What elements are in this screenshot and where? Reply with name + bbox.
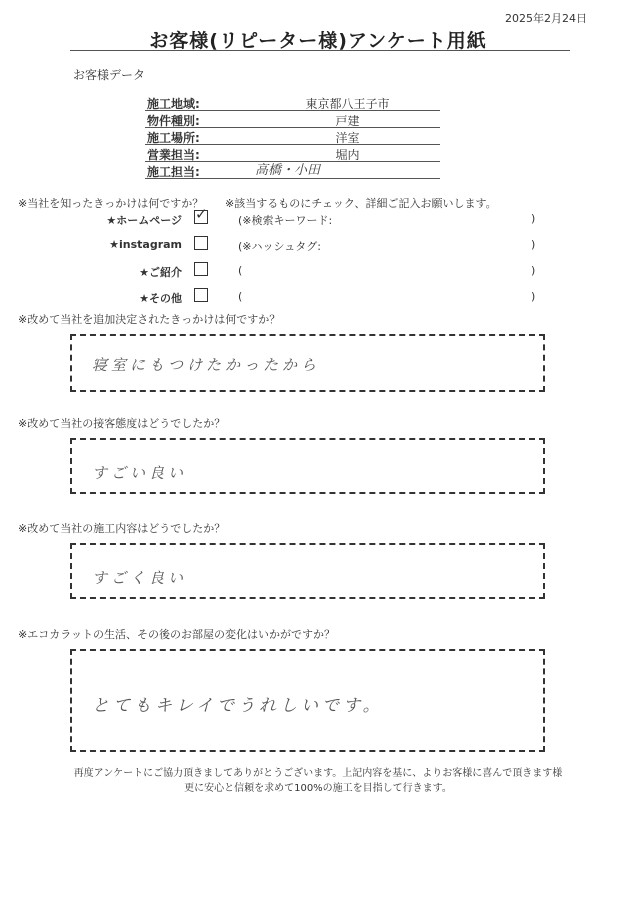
answer-box-additional-reason[interactable] (70, 334, 545, 392)
info-row-property-type (145, 111, 440, 128)
option-label-homepage: ★ホームページ (106, 214, 182, 227)
handwritten-answer: すごく良い (92, 569, 188, 587)
question-how-found: ※当社を知ったきっかけは何ですか？ (18, 197, 204, 210)
handwritten-installer: 高橋・小田 (255, 163, 321, 178)
question-additional-reason: ※改めて当社を追加決定されたきっかけは何ですか？ (18, 313, 281, 326)
option-label-instagram: ★instagram (109, 238, 182, 251)
title-divider (70, 50, 570, 51)
info-label: 営業担当: (147, 148, 200, 162)
answer-box-installation-quality[interactable] (70, 543, 545, 599)
handwritten-answer: とてもキレイでうれしいです。 (92, 696, 384, 716)
detail-keyword: (※検索キーワード: (238, 214, 333, 227)
closing-line-2: 更に安心と信頼を求めて100%の施工を目指して行きます。 (184, 783, 452, 794)
checkbox-homepage[interactable] (194, 205, 208, 224)
info-value: 戸建 (335, 114, 360, 128)
info-value: 洋室 (335, 131, 360, 145)
option-label-referral: ★ご紹介 (139, 266, 182, 279)
question-instruction: ※該当するものにチェック、詳細ご記入お願いします。 (225, 197, 497, 210)
closing-message (0, 766, 636, 796)
info-label: 物件種別: (147, 114, 200, 128)
detail-hashtag: (※ハッシュタグ: (238, 240, 321, 253)
checkbox-other[interactable] (194, 288, 208, 302)
detail-referral: ( (238, 264, 243, 277)
handwritten-answer: すごい良い (92, 464, 188, 482)
info-row-location (145, 128, 440, 145)
question-service-attitude: ※改めて当社の接客態度はどうでしたか？ (18, 417, 226, 430)
detail-other: ( (238, 290, 243, 303)
info-label: 施工地域: (147, 97, 200, 111)
info-label: 施工場所: (147, 131, 200, 145)
question-installation-quality: ※改めて当社の施工内容はどうでしたか？ (18, 522, 226, 535)
check-mark-icon: ✓ (195, 205, 208, 223)
detail-close: ) (531, 290, 536, 303)
detail-close: ) (531, 212, 536, 225)
info-value: 東京都八王子市 (305, 97, 390, 111)
checkbox-instagram[interactable] (194, 236, 208, 250)
answer-box-service-attitude[interactable] (70, 438, 545, 494)
handwritten-answer: 寝室にもつけたかったから (92, 356, 321, 374)
page-title: お客様(リピーター様)アンケート用紙 (149, 30, 487, 52)
customer-data-heading: お客様データ (73, 68, 146, 82)
option-label-other: ★その他 (139, 292, 182, 305)
info-row-area (145, 94, 440, 111)
detail-close: ) (531, 264, 536, 277)
checkbox-referral[interactable] (194, 262, 208, 276)
info-label: 施工担当: (147, 165, 200, 179)
info-row-installer (145, 162, 440, 179)
survey-date: 2025年2月24日 (505, 12, 587, 25)
closing-line-1: 再度アンケートにご協力頂きましてありがとうございます。上記内容を基に、よりお客様に喜んで頂きます様 (73, 768, 563, 779)
detail-close: ) (531, 238, 536, 251)
question-life-change: ※エコカラットの生活、その後のお部屋の変化はいかがですか？ (18, 628, 335, 641)
info-value: 堀内 (335, 148, 360, 162)
answer-box-life-change[interactable] (70, 649, 545, 752)
